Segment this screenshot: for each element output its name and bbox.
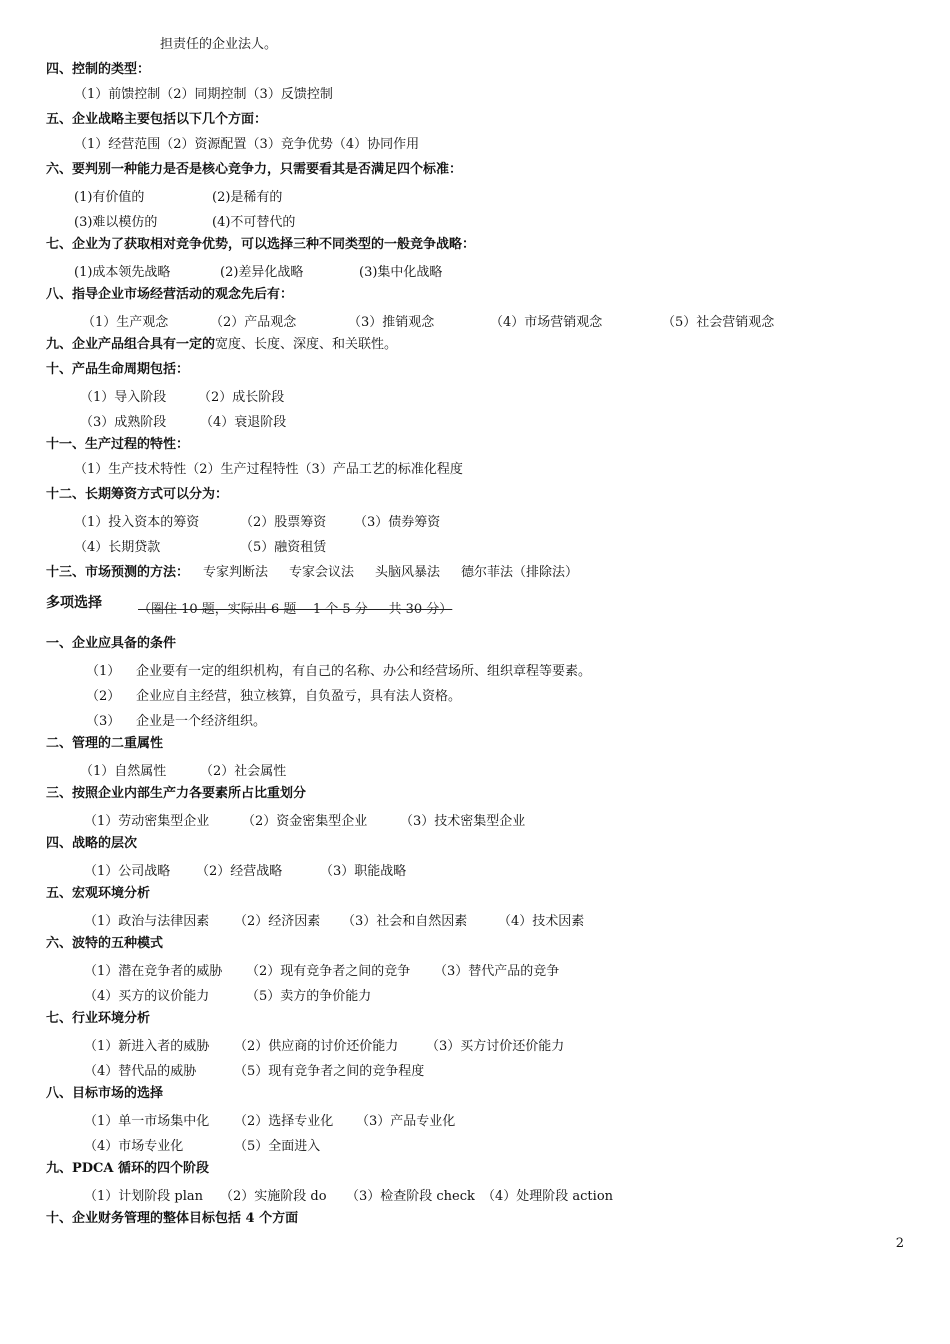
section-8-row (74, 311, 874, 329)
section-9-title: 九、企业产品组合具有一定的 (46, 337, 216, 352)
list-item: （2）经营战略 (196, 864, 283, 879)
section-7-row (74, 261, 774, 279)
section-7-title: 七、企业为了获取相对竞争优势，可以选择三种不同类型的一般竞争战略： (46, 237, 476, 252)
list-item: （2）成长阶段 (198, 390, 285, 405)
list-item: （4）衰退阶段 (200, 415, 287, 430)
mc-5-row (84, 910, 884, 928)
list-item: （2）现有竞争者之间的竞争 (246, 964, 411, 979)
list-item: （2）社会属性 (200, 764, 287, 779)
item-text: 企业要有一定的组织机构，有自己的名称、办公和经营场所、组织章程等要素。 (136, 664, 592, 679)
list-item: 德尔菲法（排除法） (461, 565, 579, 580)
mc-10-title: 十、企业财务管理的整体目标包括 4 个方面 (46, 1211, 299, 1226)
item-text: 企业应自主经营，独立核算，自负盈亏，具有法人资格。 (136, 689, 462, 704)
list-item: (2)差异化战略 (220, 265, 304, 280)
list-item: (3)集中化战略 (359, 265, 443, 280)
mc-9-row (84, 1185, 884, 1203)
list-item: （4）处理阶段 action (482, 1189, 614, 1204)
list-item: （2）股票筹资 (240, 515, 327, 530)
mc-1-title: 一、企业应具备的条件 (46, 636, 177, 651)
multi-choice-note: （圈住 10 题，实际出 6 题 1 个 5 分 共 30 分） (138, 602, 453, 617)
list-item: （3）技术密集型企业 (400, 814, 526, 829)
list-item: （3）推销观念 (348, 315, 435, 330)
mc-6-row-1 (84, 960, 884, 978)
section-5-line: （1）经营范围（2）资源配置（3）竞争优势（4）协同作用 (74, 137, 420, 152)
section-12-row-1 (74, 511, 774, 529)
section-4-line: （1）前馈控制（2）同期控制（3）反馈控制 (74, 87, 333, 102)
mc-3-row (84, 810, 884, 828)
list-item: （1）政治与法律因素 (84, 914, 210, 929)
section-9-rest: 宽度、长度、深度、和关联性。 (215, 337, 398, 352)
section-4-title: 四、控制的类型： (46, 62, 151, 77)
section-12-row-2 (74, 536, 774, 554)
page-number: 2 (895, 1236, 904, 1251)
mc-1-item (86, 710, 886, 728)
list-item: (1)有价值的 (74, 190, 145, 205)
list-item: （4）市场专业化 (84, 1139, 184, 1154)
mc-1-item (86, 660, 886, 678)
section-10-title: 十、产品生命周期包括： (46, 362, 190, 377)
mc-5-title: 五、宏观环境分析 (46, 886, 151, 901)
mc-2-title: 二、管理的二重属性 (46, 736, 164, 751)
mc-2-row (80, 760, 780, 778)
list-item: （3）职能战略 (320, 864, 407, 879)
mc-8-title: 八、目标市场的选择 (46, 1086, 164, 1101)
list-item: （3）检查阶段 check (346, 1189, 475, 1204)
section-12-title: 十二、长期筹资方式可以分为： (46, 487, 229, 502)
list-item: （2）产品观念 (210, 315, 297, 330)
list-item: （5）融资租赁 (240, 540, 327, 555)
section-9 (46, 336, 397, 354)
section-11-line: （1）生产技术特性（2）生产过程特性（3）产品工艺的标准化程度 (74, 462, 463, 477)
list-item: （3）社会和自然因素 (342, 914, 468, 929)
list-item: （3）替代产品的竞争 (434, 964, 560, 979)
mc-1-item (86, 685, 886, 703)
list-item: (1)成本领先战略 (74, 265, 171, 280)
mc-7-row-2 (84, 1060, 884, 1078)
list-item: （4）替代品的威胁 (84, 1064, 197, 1079)
list-item: （5）现有竞争者之间的竞争程度 (234, 1064, 425, 1079)
multi-choice-heading: 多项选择 (46, 595, 102, 611)
list-item: （5）全面进入 (234, 1139, 321, 1154)
section-6-row-1 (74, 186, 774, 204)
list-item: （4）技术因素 (498, 914, 585, 929)
section-8-title: 八、指导企业市场经营活动的观念先后有： (46, 287, 294, 302)
mc-8-row-1 (84, 1110, 884, 1128)
section-6-title: 六、要判别一种能力是否是核心竞争力，只需要看其是否满足四个标准： (46, 162, 463, 177)
list-item: （4）长期贷款 (74, 540, 161, 555)
list-item: （3）债券筹资 (354, 515, 441, 530)
item-text: 企业是一个经济组织。 (136, 714, 267, 729)
mc-7-row-1 (84, 1035, 884, 1053)
list-item: （2）供应商的讨价还价能力 (234, 1039, 399, 1054)
list-item: （2）资金密集型企业 (242, 814, 368, 829)
item-number: （3） (86, 714, 121, 729)
mc-9-title: 九、PDCA 循环的四个阶段 (46, 1161, 210, 1176)
item-number: （2） (86, 689, 121, 704)
list-item: （1）单一市场集中化 (84, 1114, 210, 1129)
continuation-text: 担责任的企业法人。 (160, 37, 278, 52)
list-item: （3）产品专业化 (356, 1114, 456, 1129)
section-5-title: 五、企业战略主要包括以下几个方面： (46, 112, 268, 127)
section-10-row-2 (74, 411, 774, 429)
list-item: （1）生产观念 (82, 315, 169, 330)
list-item: （2）经济因素 (234, 914, 321, 929)
mc-6-row-2 (84, 985, 884, 1003)
list-item: (4)不可替代的 (212, 215, 296, 230)
mc-3-title: 三、按照企业内部生产力各要素所占比重划分 (46, 786, 307, 801)
section-6-row-2 (74, 211, 774, 229)
list-item: （3）成熟阶段 (80, 415, 167, 430)
mc-4-row (84, 860, 784, 878)
list-item: 专家判断法 (203, 565, 269, 580)
mc-4-title: 四、战略的层次 (46, 836, 138, 851)
list-item: (2)是稀有的 (212, 190, 283, 205)
section-11-title: 十一、生产过程的特性： (46, 437, 190, 452)
list-item: （1）潜在竞争者的威胁 (84, 964, 223, 979)
list-item: （5）卖方的争价能力 (246, 989, 372, 1004)
list-item: （1）自然属性 (80, 764, 167, 779)
section-10-row-1 (74, 386, 774, 404)
mc-6-title: 六、波特的五种模式 (46, 936, 164, 951)
mc-7-title: 七、行业环境分析 (46, 1011, 151, 1026)
list-item: （5）社会营销观念 (662, 315, 775, 330)
mc-8-row-2 (84, 1135, 884, 1153)
list-item: 头脑风暴法 (375, 565, 441, 580)
list-item: （1）劳动密集型企业 (84, 814, 210, 829)
list-item: （1）公司战略 (84, 864, 171, 879)
list-item: （3）买方讨价还价能力 (426, 1039, 565, 1054)
list-item: （1）投入资本的筹资 (74, 515, 200, 530)
list-item: （4）买方的议价能力 (84, 989, 210, 1004)
list-item: （2）选择专业化 (234, 1114, 334, 1129)
list-item: 专家会议法 (289, 565, 355, 580)
list-item: （2）实施阶段 do (220, 1189, 327, 1204)
section-13-title: 十三、市场预测的方法： (46, 565, 190, 580)
list-item: （1）新进入者的威胁 (84, 1039, 210, 1054)
section-13 (46, 561, 846, 579)
list-item: （1）计划阶段 plan (84, 1189, 204, 1204)
item-number: （1） (86, 664, 121, 679)
list-item: （4）市场营销观念 (490, 315, 603, 330)
list-item: （1）导入阶段 (80, 390, 167, 405)
list-item: (3)难以模仿的 (74, 215, 158, 230)
